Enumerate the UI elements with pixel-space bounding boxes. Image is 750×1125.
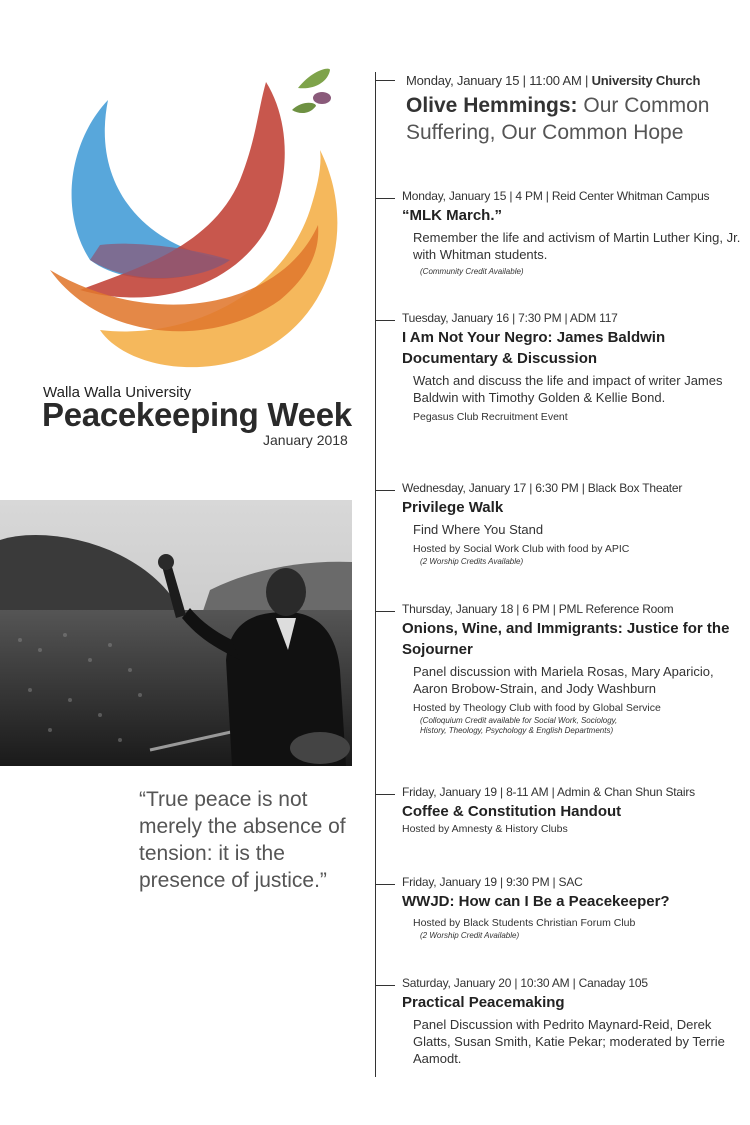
- mlk-crowd-photo: [0, 500, 352, 766]
- event-meta: Saturday, January 20 | 10:30 AM | Canaday 105: [402, 976, 648, 990]
- peace-quote: “True peace is not merely the absence of tension: it is the presence of justice.”: [139, 788, 346, 892]
- event-title: Privilege Walk: [402, 499, 504, 516]
- event-title: Olive Hemmings: Our Common Suffering, Our Common Hope: [406, 94, 710, 144]
- event-title: WWJD: How can I Be a Peacekeeper?: [402, 893, 670, 910]
- university-name: Walla Walla University: [43, 384, 192, 401]
- event-olive-hemmings: [375, 73, 745, 146]
- logo-leaf-green: [298, 69, 330, 89]
- event-venue: University Church: [591, 73, 701, 88]
- event-description: Watch and discuss the life and impact of writer James Baldwin with Timothy Golden & Kellie Bond.: [413, 373, 723, 405]
- event-title: “MLK March.”: [402, 207, 503, 224]
- event-meta: Thursday, January 18 | 6 PM | PML Reference Room: [402, 602, 674, 616]
- event-mlk-march: [375, 189, 745, 277]
- event-title: Practical Peacemaking: [402, 994, 565, 1011]
- event-meta: Wednesday, January 17 | 6:30 PM | Black Box Theater: [402, 481, 683, 495]
- event-onions-wine-immigrants: [375, 602, 745, 736]
- event-host: Hosted by Social Work Club with food by APIC: [413, 543, 630, 555]
- event-description: Find Where You Stand: [413, 522, 544, 537]
- event-wwjd: [375, 875, 745, 941]
- event-credit: (2 Worship Credits Available): [420, 557, 524, 566]
- event-privilege-walk: [375, 481, 745, 567]
- event-meta: Monday, January 15 | 11:00 AM | University Church: [406, 73, 701, 88]
- page-title: Peacekeeping Week: [42, 396, 352, 433]
- event-meta: Tuesday, January 16 | 7:30 PM | ADM 117: [402, 311, 618, 325]
- peacekeeping-dove-logo: [30, 60, 360, 380]
- event-credit: (Colloquium Credit available for Social Work, Sociology, History, Theology, Psychology & English Departments): [420, 716, 618, 735]
- event-description: Panel discussion with Mariela Rosas, Mary Aparicio, Aaron Brobow-Strain, and Jody Washburn: [413, 664, 714, 696]
- event-title: Coffee & Constitution Handout: [402, 803, 622, 820]
- logo-leaf-green-small: [292, 103, 316, 113]
- event-date: January 2018: [263, 432, 348, 448]
- event-meta: Monday, January 15 | 4 PM | Reid Center Whitman Campus: [402, 189, 710, 203]
- event-james-baldwin: [375, 311, 745, 424]
- event-title: Onions, Wine, and Immigrants: Justice for the Sojourner: [402, 620, 730, 658]
- event-host: Pegasus Club Recruitment Event: [413, 411, 568, 423]
- event-description: Remember the life and activism of Martin Luther King, Jr. with Whitman students.: [413, 230, 741, 262]
- event-host: Hosted by Theology Club with food by Global Service: [413, 702, 661, 714]
- event-title: I Am Not Your Negro: James Baldwin Documentary & Discussion: [402, 329, 666, 367]
- event-credit: (2 Worship Credit Available): [420, 931, 520, 940]
- event-coffee-constitution: [375, 785, 745, 836]
- event-meta: Friday, January 19 | 8-11 AM | Admin & Chan Shun Stairs: [402, 785, 695, 799]
- event-host: Hosted by Black Students Christian Forum Club: [413, 917, 636, 929]
- event-meta: Friday, January 19 | 9:30 PM | SAC: [402, 875, 583, 889]
- event-practical-peacemaking: [375, 976, 745, 1067]
- event-description: Panel Discussion with Pedrito Maynard-Reid, Derek Glatts, Susan Smith, Katie Pekar; moderated by Terrie Aamodt.: [413, 1017, 725, 1066]
- event-credit: (Community Credit Available): [420, 267, 524, 276]
- logo-leaf-purple: [313, 92, 331, 104]
- event-host: Hosted by Amnesty & History Clubs: [402, 823, 568, 835]
